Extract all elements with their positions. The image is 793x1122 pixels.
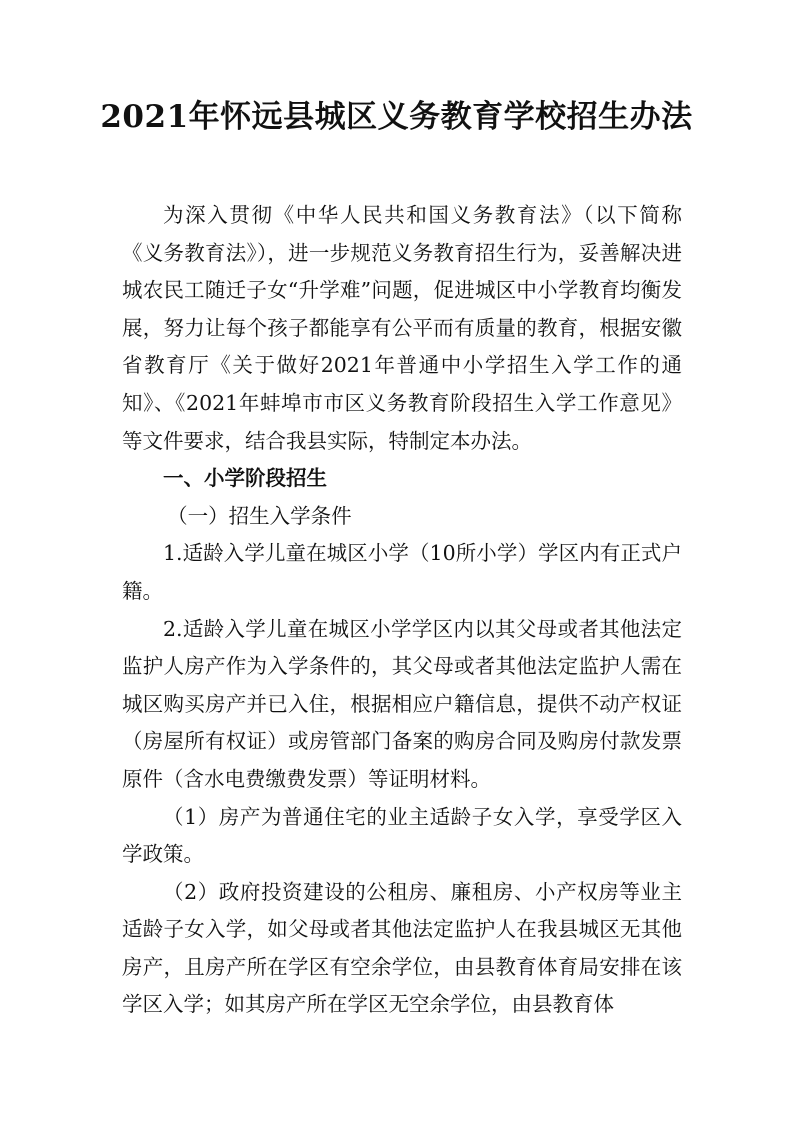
section-heading: 一、小学阶段招生 bbox=[163, 466, 327, 491]
document-body bbox=[122, 197, 682, 1024]
condition-item-2: 2.适龄入学儿童在城区小学学区内以其父母或者其他法定监护人房产作为入学条件的，其父母或者其他法定监护人需在城区购买房产并已入住，根据相应户籍信息，提供不动产权证（房屋所有权证）或房管部门备案的购房合同及购房付款发票原件（含水电费缴费发票）等证明材料。 bbox=[122, 616, 682, 791]
intro-paragraph: 为深入贯彻《中华人民共和国义务教育法》（以下简称《义务教育法》），进一步规范义务教育招生行为，妥善解决进城农民工随迁子女“升学难”问题，促进城区中小学教育均衡发展，努力让每个孩子都能享有公平而有质量的教育，根据安徽省教育厅《关于做好2021年普通中小学招生入学工作的通知》、《2021年蚌埠市市区义务教育阶段招生入学工作意见》等文件要求，结合我县实际，特制定本办法。 bbox=[122, 203, 682, 453]
subsection-heading: （一）招生入学条件 bbox=[167, 503, 352, 528]
condition-subitem-1: （1）房产为普通住宅的业主适龄子女入学，享受学区入学政策。 bbox=[122, 804, 682, 867]
condition-subitem-2: （2）政府投资建设的公租房、廉租房、小产权房等业主适龄子女入学，如父母或者其他法定监护人在我县城区无其他房产，且房产所在学区有空余学位，由县教育体育局安排在该学区入学；如其房产所在学区无空余学位，由县教育体 bbox=[122, 879, 682, 1017]
document-title: 2021年怀远县城区义务教育学校招生办法 bbox=[100, 99, 693, 135]
condition-item-1: 1.适龄入学儿童在城区小学（10所小学）学区内有正式户籍。 bbox=[122, 541, 682, 603]
